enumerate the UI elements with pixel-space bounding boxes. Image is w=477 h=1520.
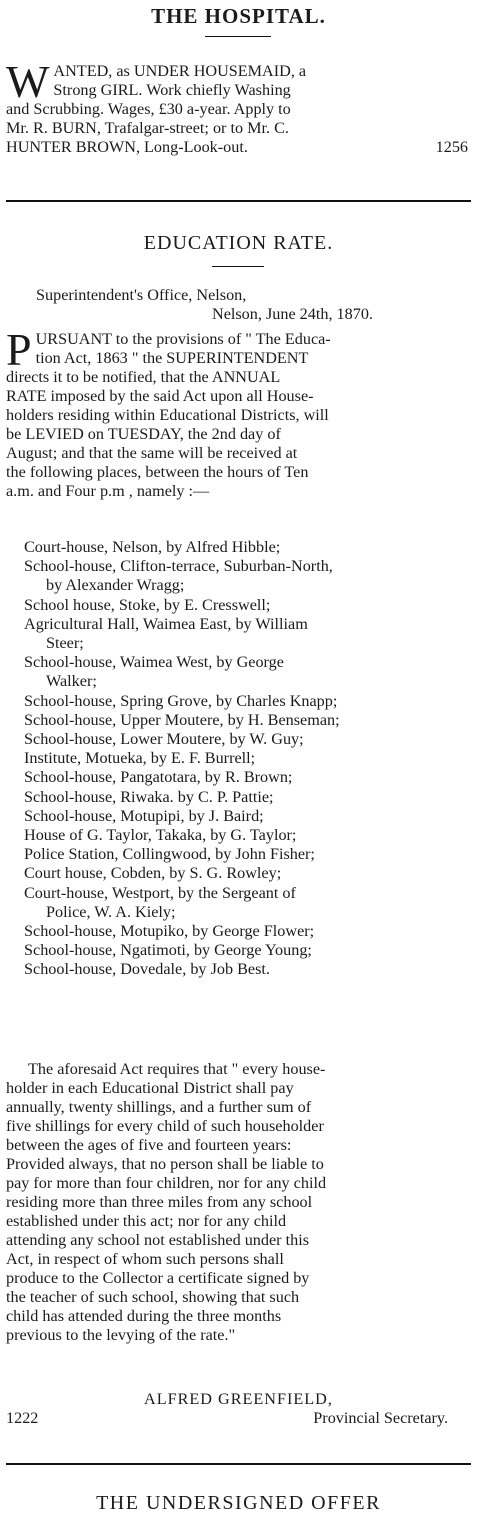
- list-item: [24, 557, 470, 595]
- heading-underline: [205, 36, 271, 37]
- closing-line: child has attended during the three months: [6, 1307, 282, 1325]
- place-text: Court house, Cobden, by S. G. Rowley;: [24, 864, 282, 883]
- body-line: a.m. and Four p.m , namely :—: [6, 482, 210, 500]
- list-item: [24, 538, 470, 557]
- list-item: [24, 730, 470, 749]
- list-item: [24, 960, 470, 979]
- list-item: [24, 864, 470, 883]
- place-text: House of G. Taylor, Takaka, by G. Taylor;: [24, 826, 297, 845]
- place-text: School-house, Riwaka. by C. P. Pattie;: [24, 787, 274, 806]
- place-text: School-house, Upper Moutere, by H. Benseman;: [24, 710, 340, 729]
- column-rule: [6, 200, 471, 202]
- education-rate-heading: EDUCATION RATE.: [143, 232, 334, 254]
- place-text: School-house, Waimea West, by George: [24, 653, 284, 672]
- hospital-heading: THE HOSPITAL.: [151, 4, 326, 28]
- place-text: School-house, Pangatotara, by R. Brown;: [24, 768, 293, 787]
- signatory-name: ALFRED GREENFIELD,: [144, 1390, 333, 1408]
- body-line: URSUANT to the provisions of " The Educa-: [35, 330, 331, 348]
- place-text: School-house, Motupiko, by George Flower;: [24, 922, 315, 941]
- list-item: [24, 826, 470, 845]
- hospital-ad-body: [6, 56, 468, 157]
- place-text: School-house, Clifton-terrace, Suburban-North,: [24, 557, 333, 576]
- office-date: Nelson, June 24th, 1870.: [212, 305, 373, 323]
- place-text-cont: Police, W. A. Kiely;: [46, 902, 176, 921]
- list-item: [24, 692, 470, 711]
- body-line: be LEVIED on TUESDAY, the 2nd day of: [6, 425, 281, 443]
- ad-number-1222: 1222: [6, 1409, 39, 1427]
- place-text-cont: Steer;: [46, 634, 84, 653]
- body-line: tion Act, 1863 " the SUPERINTENDENT: [35, 349, 309, 367]
- list-item: [24, 653, 470, 691]
- closing-line: previous to the levying of the rate.": [6, 1326, 236, 1344]
- act-requirements-paragraph: [6, 1060, 468, 1345]
- closing-line: produce to the Collector a certificate signed by: [6, 1269, 310, 1287]
- body-line: August; and that the same will be received at: [6, 444, 298, 462]
- closing-line: The aforesaid Act requires that " every house-: [28, 1060, 326, 1078]
- place-text: School house, Stoke, by E. Cresswell;: [24, 595, 271, 614]
- closing-line: the teacher of such school, showing that such: [6, 1288, 300, 1306]
- list-item: [24, 596, 470, 615]
- list-item: [24, 788, 470, 807]
- place-text: School-house, Spring Grove, by Charles Knapp;: [24, 691, 338, 710]
- signatory-title: Provincial Secretary.: [313, 1409, 448, 1427]
- signature-line-2: [6, 1409, 468, 1428]
- drop-cap-w: W: [6, 56, 50, 107]
- body-line: RATE imposed by the said Act upon all House-: [6, 387, 314, 405]
- body-line: holders residing within Educational Districts, will: [6, 406, 329, 424]
- ad-number-1256: 1256: [435, 138, 468, 156]
- place-text: Agricultural Hall, Waimea East, by William: [24, 614, 308, 633]
- place-text-cont: Walker;: [46, 672, 97, 691]
- hospital-line-3: and Scrubbing. Wages, £30 a-year. Apply to: [6, 100, 291, 118]
- place-text: School-house, Dovedale, by Job Best.: [24, 960, 270, 979]
- education-rate-body: [6, 324, 468, 501]
- list-item: [24, 768, 470, 787]
- undersigned-offer-heading: THE UNDERSIGNED OFFER: [96, 1492, 381, 1514]
- list-item: [24, 941, 470, 960]
- office-lines: [6, 286, 468, 324]
- collection-places-list: [24, 538, 470, 980]
- body-line: the following places, between the hours of Ten: [6, 463, 309, 481]
- signature-block: [6, 1390, 468, 1428]
- heading-underline: [212, 266, 264, 267]
- place-text: Court-house, Nelson, by Alfred Hibble;: [24, 538, 281, 556]
- closing-line: Act, in respect of whom such persons shall: [6, 1250, 284, 1268]
- closing-line: established under this act; nor for any child: [6, 1212, 287, 1230]
- place-text: School-house, Motupipi, by J. Baird;: [24, 806, 264, 825]
- hospital-line-1: ANTED, as UNDER HOUSEMAID, a: [53, 62, 307, 80]
- place-text: Court-house, Westport, by the Sergeant of: [24, 883, 296, 902]
- hospital-line-5: [6, 138, 468, 157]
- office-place: Superintendent's Office, Nelson,: [36, 286, 247, 304]
- place-text: School-house, Ngatimoti, by George Young;: [24, 941, 312, 960]
- place-text: School-house, Lower Moutere, by W. Guy;: [24, 730, 304, 749]
- list-item: [24, 884, 470, 922]
- list-item: [24, 615, 470, 653]
- closing-line: between the ages of five and fourteen years:: [6, 1136, 292, 1154]
- closing-line: Provided always, that no person shall be liable to: [6, 1155, 324, 1173]
- closing-line: residing more than three miles from any school: [6, 1193, 313, 1211]
- place-text: Institute, Motueka, by E. F. Burrell;: [24, 749, 256, 768]
- column-rule: [6, 1463, 471, 1465]
- body-line: directs it to be notified, that the ANNUAL: [6, 368, 281, 386]
- hospital-contact: HUNTER BROWN, Long-Look-out.: [6, 138, 248, 156]
- list-item: [24, 845, 470, 864]
- closing-line: holder in each Educational District shall pay: [6, 1079, 294, 1097]
- closing-line: five shillings for every child of such householder: [6, 1117, 324, 1135]
- list-item: [24, 749, 470, 768]
- closing-line: attending any school not established under this: [6, 1231, 310, 1249]
- list-item: [24, 807, 470, 826]
- closing-line: pay for more than four children, nor for any child: [6, 1174, 327, 1192]
- list-item: [24, 922, 470, 941]
- place-text-cont: by Alexander Wragg;: [46, 576, 185, 595]
- hospital-line-4: Mr. R. BURN, Trafalgar-street; or to Mr. C.: [6, 119, 289, 137]
- closing-line: annually, twenty shillings, and a further sum of: [6, 1098, 312, 1116]
- place-text: Police Station, Collingwood, by John Fisher;: [24, 845, 315, 864]
- drop-cap-p: P: [6, 324, 32, 375]
- list-item: [24, 711, 470, 730]
- hospital-line-2: Strong GIRL. Work chiefly Washing: [53, 81, 291, 99]
